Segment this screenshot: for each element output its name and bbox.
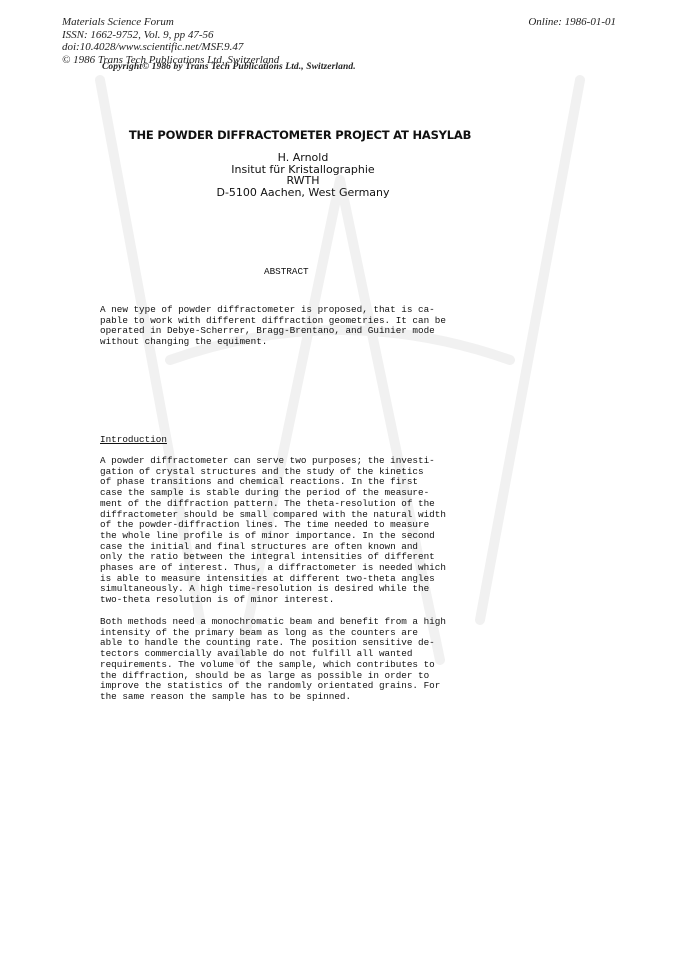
abstract-heading: ABSTRACT: [264, 266, 309, 277]
introduction-paragraph-1: [100, 456, 446, 606]
abstract-line: without changing the equiment.: [100, 336, 268, 348]
body-line: the same reason the sample has to be spinned.: [100, 690, 352, 702]
body-line: of phase transitions and chemical reactions. In the first: [100, 476, 419, 488]
paper-title: THE POWDER DIFFRACTOMETER PROJECT AT HASYLAB: [128, 128, 472, 142]
body-line: simultaneously. A high time-resolution is desired while the: [100, 583, 430, 595]
body-line: able to handle the counting rate. The position sensitive de-: [100, 637, 435, 649]
body-line: intensity of the primary beam as long as the counters are: [100, 626, 419, 638]
body-line: Both methods need a monochromatic beam and benefit from a high: [100, 616, 446, 627]
author-name: H. Arnold: [277, 151, 329, 164]
body-line: improve the statistics of the randomly orientated grains. For: [100, 680, 441, 692]
body-line: tectors commercially available do not fulfill all wanted: [100, 648, 413, 660]
body-line: of the powder-diffraction lines. The time needed to measure: [100, 519, 430, 531]
body-line: requirements. The volume of the sample, which contributes to: [100, 658, 435, 670]
body-line: two-theta resolution is of minor interest.: [100, 594, 335, 606]
body-line: diffractometer should be small compared with the natural width: [100, 508, 446, 520]
body-line: case the initial and final structures are often known and: [100, 540, 419, 552]
abstract-body: [100, 305, 446, 348]
body-line: the whole line profile is of minor importance. In the second: [100, 529, 435, 541]
body-line: only the ratio between the integral intensities of different: [100, 551, 435, 563]
copyright-line: Copyright© 1986 by Trans Tech Publications Ltd., Switzerland.: [102, 62, 356, 72]
author-institute: Insitut für Kristallographie: [231, 162, 375, 176]
abstract-line: A new type of powder diffractometer is proposed, that is ca-: [100, 304, 435, 315]
online-date: Online: 1986-01-01: [528, 16, 616, 28]
journal-name: Materials Science Forum: [62, 16, 174, 28]
body-line: is able to measure intensities at different two-theta angles: [100, 572, 435, 584]
body-line: case the sample is stable during the period of the measure-: [100, 487, 430, 499]
body-line: ment of the diffraction pattern. The theta-resolution of the: [100, 497, 435, 509]
introduction-heading: Introduction: [100, 434, 167, 445]
abstract-line: operated in Debye-Scherrer, Bragg-Brentano, and Guinier mode: [100, 325, 435, 337]
journal-meta: [62, 16, 279, 66]
body-line: phases are of interest. Thus, a diffractometer is needed which: [100, 562, 446, 574]
body-line: the diffraction, should be as large as possible in order to: [100, 669, 430, 681]
introduction-paragraph-2: [100, 617, 446, 703]
author-block: [0, 152, 606, 198]
issn-line: ISSN: 1662-9752, Vol. 9, pp 47-56: [62, 28, 214, 41]
doi-line: doi:10.4028/www.scientific.net/MSF.9.47: [62, 41, 244, 53]
publisher-line: © 1986 Trans Tech Publications Ltd, Switzerland: [62, 53, 280, 66]
author-address: D-5100 Aachen, West Germany: [216, 185, 390, 199]
author-university: RWTH: [286, 174, 320, 187]
body-line: A powder diffractometer can serve two purposes; the investi-: [100, 455, 435, 466]
body-line: gation of crystal structures and the study of the kinetics: [100, 465, 424, 477]
abstract-line: pable to work with different diffraction geometries. It can be: [100, 314, 446, 326]
